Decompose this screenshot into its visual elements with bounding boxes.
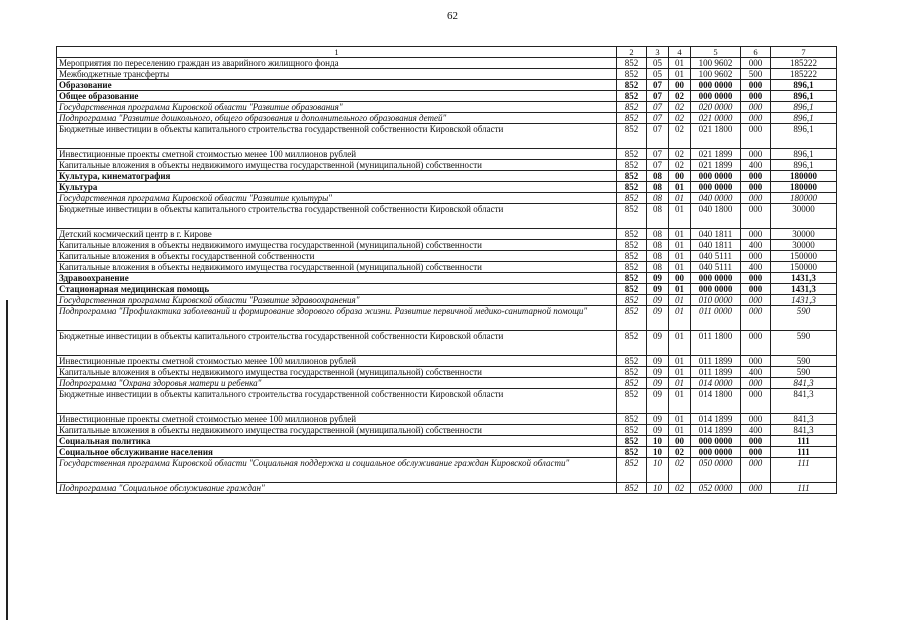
admin-code-cell: 852 (617, 262, 647, 273)
section-cell: 08 (647, 193, 669, 204)
amount-cell: 111 (771, 436, 837, 447)
amount-cell: 590 (771, 356, 837, 367)
table-row (57, 425, 837, 436)
row-name-cell: Капитальные вложения в объекты государственной собственности (57, 251, 617, 262)
section-cell: 09 (647, 367, 669, 378)
expense-type-cell: 000 (741, 102, 771, 113)
expense-type-cell: 000 (741, 295, 771, 306)
row-name-cell: Общее образование (57, 91, 617, 102)
subsection-cell: 02 (669, 149, 691, 160)
target-article-cell: 050 0000 (691, 458, 741, 483)
target-article-cell: 011 1899 (691, 367, 741, 378)
row-name-cell: Бюджетные инвестиции в объекты капитального строительства государственной собственности Кировской области (57, 389, 617, 414)
subsection-cell: 02 (669, 124, 691, 149)
expense-type-cell: 000 (741, 113, 771, 124)
table-header-row (57, 47, 837, 58)
target-article-cell: 014 1800 (691, 389, 741, 414)
row-name-cell: Социальное обслуживание населения (57, 447, 617, 458)
section-cell: 07 (647, 124, 669, 149)
admin-code-cell: 852 (617, 483, 647, 494)
section-cell: 08 (647, 251, 669, 262)
row-name-cell: Подпрограмма "Социальное обслуживание граждан" (57, 483, 617, 494)
section-cell: 05 (647, 69, 669, 80)
subsection-cell: 01 (669, 295, 691, 306)
section-cell: 08 (647, 240, 669, 251)
row-name-cell: Образование (57, 80, 617, 91)
target-article-cell: 000 0000 (691, 182, 741, 193)
target-article-cell: 100 9602 (691, 69, 741, 80)
subsection-cell: 02 (669, 160, 691, 171)
amount-cell: 896,1 (771, 113, 837, 124)
admin-code-cell: 852 (617, 447, 647, 458)
target-article-cell: 011 1800 (691, 331, 741, 356)
target-article-cell: 000 0000 (691, 447, 741, 458)
subsection-cell: 01 (669, 262, 691, 273)
amount-cell: 896,1 (771, 80, 837, 91)
amount-cell: 30000 (771, 204, 837, 229)
table-row (57, 367, 837, 378)
subsection-cell: 01 (669, 306, 691, 331)
subsection-cell: 01 (669, 414, 691, 425)
expense-type-cell: 000 (741, 356, 771, 367)
table-row (57, 331, 837, 356)
row-name-cell: Бюджетные инвестиции в объекты капитального строительства государственной собственности Кировской области (57, 331, 617, 356)
subsection-cell: 01 (669, 284, 691, 295)
amount-cell: 185222 (771, 58, 837, 69)
expense-type-cell: 400 (741, 425, 771, 436)
subsection-cell: 01 (669, 378, 691, 389)
header-cell: 4 (669, 47, 691, 58)
target-article-cell: 040 0000 (691, 193, 741, 204)
expense-type-cell: 000 (741, 149, 771, 160)
admin-code-cell: 852 (617, 240, 647, 251)
scan-edge-line (6, 300, 8, 620)
expense-type-cell: 000 (741, 447, 771, 458)
section-cell: 09 (647, 378, 669, 389)
subsection-cell: 01 (669, 389, 691, 414)
section-cell: 07 (647, 102, 669, 113)
row-name-cell: Государственная программа Кировской области "Развитие здравоохранения" (57, 295, 617, 306)
section-cell: 08 (647, 182, 669, 193)
page-number: 62 (447, 10, 458, 22)
table-row (57, 204, 837, 229)
target-article-cell: 040 5111 (691, 251, 741, 262)
expense-type-cell: 500 (741, 69, 771, 80)
admin-code-cell: 852 (617, 182, 647, 193)
row-name-cell: Социальная политика (57, 436, 617, 447)
admin-code-cell: 852 (617, 306, 647, 331)
table-row (57, 229, 837, 240)
expense-type-cell: 000 (741, 483, 771, 494)
amount-cell: 180000 (771, 182, 837, 193)
section-cell: 07 (647, 113, 669, 124)
amount-cell: 841,3 (771, 414, 837, 425)
subsection-cell: 02 (669, 447, 691, 458)
subsection-cell: 01 (669, 182, 691, 193)
row-name-cell: Детский космический центр в г. Кирове (57, 229, 617, 240)
table-row (57, 483, 837, 494)
amount-cell: 30000 (771, 240, 837, 251)
section-cell: 07 (647, 149, 669, 160)
amount-cell: 111 (771, 447, 837, 458)
budget-table (56, 46, 837, 494)
subsection-cell: 01 (669, 331, 691, 356)
admin-code-cell: 852 (617, 149, 647, 160)
row-name-cell: Капитальные вложения в объекты недвижимого имущества государственной (муниципальной) собственности (57, 262, 617, 273)
admin-code-cell: 852 (617, 113, 647, 124)
amount-cell: 1431,3 (771, 284, 837, 295)
target-article-cell: 000 0000 (691, 284, 741, 295)
section-cell: 09 (647, 284, 669, 295)
row-name-cell: Государственная программа Кировской области "Развитие образования" (57, 102, 617, 113)
row-name-cell: Подпрограмма "Развитие дошкольного, общего образования и дополнительного образования детей" (57, 113, 617, 124)
table-row (57, 389, 837, 414)
table-row (57, 378, 837, 389)
expense-type-cell: 000 (741, 193, 771, 204)
expense-type-cell: 000 (741, 306, 771, 331)
expense-type-cell: 400 (741, 160, 771, 171)
section-cell: 10 (647, 458, 669, 483)
subsection-cell: 01 (669, 229, 691, 240)
target-article-cell: 020 0000 (691, 102, 741, 113)
row-name-cell: Подпрограмма "Охрана здоровья матери и ребенка" (57, 378, 617, 389)
admin-code-cell: 852 (617, 425, 647, 436)
amount-cell: 180000 (771, 171, 837, 182)
expense-type-cell: 000 (741, 171, 771, 182)
subsection-cell: 02 (669, 483, 691, 494)
admin-code-cell: 852 (617, 58, 647, 69)
table-row (57, 113, 837, 124)
target-article-cell: 014 1899 (691, 414, 741, 425)
target-article-cell: 040 5111 (691, 262, 741, 273)
header-cell: 3 (647, 47, 669, 58)
table-row (57, 284, 837, 295)
subsection-cell: 00 (669, 436, 691, 447)
admin-code-cell: 852 (617, 251, 647, 262)
header-cell: 2 (617, 47, 647, 58)
table-row (57, 262, 837, 273)
amount-cell: 111 (771, 483, 837, 494)
admin-code-cell: 852 (617, 356, 647, 367)
admin-code-cell: 852 (617, 284, 647, 295)
admin-code-cell: 852 (617, 273, 647, 284)
subsection-cell: 01 (669, 356, 691, 367)
expense-type-cell: 000 (741, 331, 771, 356)
section-cell: 07 (647, 160, 669, 171)
table-row (57, 102, 837, 113)
expense-type-cell: 000 (741, 182, 771, 193)
expense-type-cell: 000 (741, 124, 771, 149)
section-cell: 07 (647, 91, 669, 102)
table-row (57, 58, 837, 69)
amount-cell: 896,1 (771, 91, 837, 102)
target-article-cell: 100 9602 (691, 58, 741, 69)
section-cell: 09 (647, 414, 669, 425)
target-article-cell: 000 0000 (691, 171, 741, 182)
row-name-cell: Бюджетные инвестиции в объекты капитального строительства государственной собственности Кировской области (57, 204, 617, 229)
amount-cell: 896,1 (771, 102, 837, 113)
table-row (57, 91, 837, 102)
target-article-cell: 014 0000 (691, 378, 741, 389)
section-cell: 07 (647, 80, 669, 91)
amount-cell: 896,1 (771, 160, 837, 171)
admin-code-cell: 852 (617, 80, 647, 91)
row-name-cell: Межбюджетные трансферты (57, 69, 617, 80)
section-cell: 09 (647, 331, 669, 356)
expense-type-cell: 000 (741, 414, 771, 425)
subsection-cell: 02 (669, 102, 691, 113)
table-row (57, 69, 837, 80)
table-row (57, 356, 837, 367)
expense-type-cell: 000 (741, 229, 771, 240)
subsection-cell: 01 (669, 193, 691, 204)
row-name-cell: Инвестиционные проекты сметной стоимостью менее 100 миллионов рублей (57, 414, 617, 425)
table-row (57, 149, 837, 160)
section-cell: 08 (647, 262, 669, 273)
subsection-cell: 01 (669, 58, 691, 69)
target-article-cell: 021 1899 (691, 160, 741, 171)
target-article-cell: 010 0000 (691, 295, 741, 306)
admin-code-cell: 852 (617, 378, 647, 389)
admin-code-cell: 852 (617, 102, 647, 113)
amount-cell: 841,3 (771, 389, 837, 414)
table-row (57, 458, 837, 483)
admin-code-cell: 852 (617, 171, 647, 182)
subsection-cell: 02 (669, 113, 691, 124)
row-name-cell: Стационарная медицинская помощь (57, 284, 617, 295)
subsection-cell: 02 (669, 91, 691, 102)
admin-code-cell: 852 (617, 389, 647, 414)
header-cell: 5 (691, 47, 741, 58)
subsection-cell: 00 (669, 273, 691, 284)
expense-type-cell: 000 (741, 284, 771, 295)
section-cell: 08 (647, 171, 669, 182)
target-article-cell: 021 0000 (691, 113, 741, 124)
amount-cell: 896,1 (771, 124, 837, 149)
section-cell: 08 (647, 204, 669, 229)
expense-type-cell: 000 (741, 436, 771, 447)
target-article-cell: 021 1899 (691, 149, 741, 160)
amount-cell: 180000 (771, 193, 837, 204)
amount-cell: 841,3 (771, 378, 837, 389)
table-row (57, 251, 837, 262)
admin-code-cell: 852 (617, 160, 647, 171)
admin-code-cell: 852 (617, 91, 647, 102)
amount-cell: 1431,3 (771, 295, 837, 306)
target-article-cell: 052 0000 (691, 483, 741, 494)
table-row (57, 414, 837, 425)
expense-type-cell: 000 (741, 58, 771, 69)
amount-cell: 150000 (771, 262, 837, 273)
admin-code-cell: 852 (617, 414, 647, 425)
section-cell: 10 (647, 483, 669, 494)
row-name-cell: Капитальные вложения в объекты недвижимого имущества государственной (муниципальной) собственности (57, 367, 617, 378)
target-article-cell: 000 0000 (691, 80, 741, 91)
subsection-cell: 01 (669, 425, 691, 436)
row-name-cell: Инвестиционные проекты сметной стоимостью менее 100 миллионов рублей (57, 356, 617, 367)
expense-type-cell: 400 (741, 367, 771, 378)
expense-type-cell: 000 (741, 204, 771, 229)
amount-cell: 590 (771, 367, 837, 378)
subsection-cell: 01 (669, 251, 691, 262)
table-row (57, 295, 837, 306)
row-name-cell: Государственная программа Кировской области "Социальная поддержка и социальное обслуживание граждан Кировской области" (57, 458, 617, 483)
section-cell: 09 (647, 425, 669, 436)
admin-code-cell: 852 (617, 436, 647, 447)
admin-code-cell: 852 (617, 204, 647, 229)
section-cell: 09 (647, 389, 669, 414)
expense-type-cell: 000 (741, 80, 771, 91)
target-article-cell: 000 0000 (691, 273, 741, 284)
row-name-cell: Культура, кинематография (57, 171, 617, 182)
row-name-cell: Инвестиционные проекты сметной стоимостью менее 100 миллионов рублей (57, 149, 617, 160)
row-name-cell: Государственная программа Кировской области "Развитие культуры" (57, 193, 617, 204)
subsection-cell: 00 (669, 171, 691, 182)
row-name-cell: Капитальные вложения в объекты недвижимого имущества государственной (муниципальной) собственности (57, 425, 617, 436)
target-article-cell: 000 0000 (691, 436, 741, 447)
table-row (57, 182, 837, 193)
subsection-cell: 00 (669, 80, 691, 91)
subsection-cell: 01 (669, 240, 691, 251)
section-cell: 09 (647, 295, 669, 306)
expense-type-cell: 000 (741, 91, 771, 102)
expense-type-cell: 400 (741, 262, 771, 273)
subsection-cell: 01 (669, 367, 691, 378)
amount-cell: 111 (771, 458, 837, 483)
expense-type-cell: 000 (741, 273, 771, 284)
admin-code-cell: 852 (617, 193, 647, 204)
table-row (57, 436, 837, 447)
row-name-cell: Капитальные вложения в объекты недвижимого имущества государственной (муниципальной) собственности (57, 160, 617, 171)
header-cell: 1 (57, 47, 617, 58)
expense-type-cell: 000 (741, 389, 771, 414)
section-cell: 09 (647, 273, 669, 284)
section-cell: 09 (647, 356, 669, 367)
table-row (57, 124, 837, 149)
table-row (57, 193, 837, 204)
table-row (57, 306, 837, 331)
row-name-cell: Подпрограмма "Профилактика заболеваний и формирование здорового образа жизни. Развитие первичной медико-санитарной помощи" (57, 306, 617, 331)
row-name-cell: Культура (57, 182, 617, 193)
amount-cell: 1431,3 (771, 273, 837, 284)
subsection-cell: 01 (669, 69, 691, 80)
amount-cell: 590 (771, 306, 837, 331)
target-article-cell: 021 1800 (691, 124, 741, 149)
header-cell: 6 (741, 47, 771, 58)
target-article-cell: 014 1899 (691, 425, 741, 436)
table-row (57, 160, 837, 171)
table-row (57, 171, 837, 182)
table-row (57, 240, 837, 251)
table-row (57, 447, 837, 458)
amount-cell: 150000 (771, 251, 837, 262)
target-article-cell: 040 1800 (691, 204, 741, 229)
amount-cell: 590 (771, 331, 837, 356)
target-article-cell: 011 1899 (691, 356, 741, 367)
row-name-cell: Здравоохранение (57, 273, 617, 284)
section-cell: 05 (647, 58, 669, 69)
expense-type-cell: 400 (741, 240, 771, 251)
admin-code-cell: 852 (617, 69, 647, 80)
section-cell: 09 (647, 306, 669, 331)
row-name-cell: Капитальные вложения в объекты недвижимого имущества государственной (муниципальной) собственности (57, 240, 617, 251)
admin-code-cell: 852 (617, 229, 647, 240)
admin-code-cell: 852 (617, 458, 647, 483)
target-article-cell: 000 0000 (691, 91, 741, 102)
admin-code-cell: 852 (617, 367, 647, 378)
admin-code-cell: 852 (617, 124, 647, 149)
amount-cell: 185222 (771, 69, 837, 80)
table-row (57, 80, 837, 91)
row-name-cell: Мероприятия по переселению граждан из аварийного жилищного фонда (57, 58, 617, 69)
expense-type-cell: 000 (741, 458, 771, 483)
amount-cell: 896,1 (771, 149, 837, 160)
admin-code-cell: 852 (617, 295, 647, 306)
row-name-cell: Бюджетные инвестиции в объекты капитального строительства государственной собственности Кировской области (57, 124, 617, 149)
expense-type-cell: 000 (741, 378, 771, 389)
admin-code-cell: 852 (617, 331, 647, 356)
header-cell: 7 (771, 47, 837, 58)
table-row (57, 273, 837, 284)
subsection-cell: 02 (669, 458, 691, 483)
amount-cell: 30000 (771, 229, 837, 240)
subsection-cell: 01 (669, 204, 691, 229)
target-article-cell: 011 0000 (691, 306, 741, 331)
section-cell: 10 (647, 447, 669, 458)
section-cell: 10 (647, 436, 669, 447)
section-cell: 08 (647, 229, 669, 240)
target-article-cell: 040 1811 (691, 229, 741, 240)
amount-cell: 841,3 (771, 425, 837, 436)
expense-type-cell: 000 (741, 251, 771, 262)
target-article-cell: 040 1811 (691, 240, 741, 251)
